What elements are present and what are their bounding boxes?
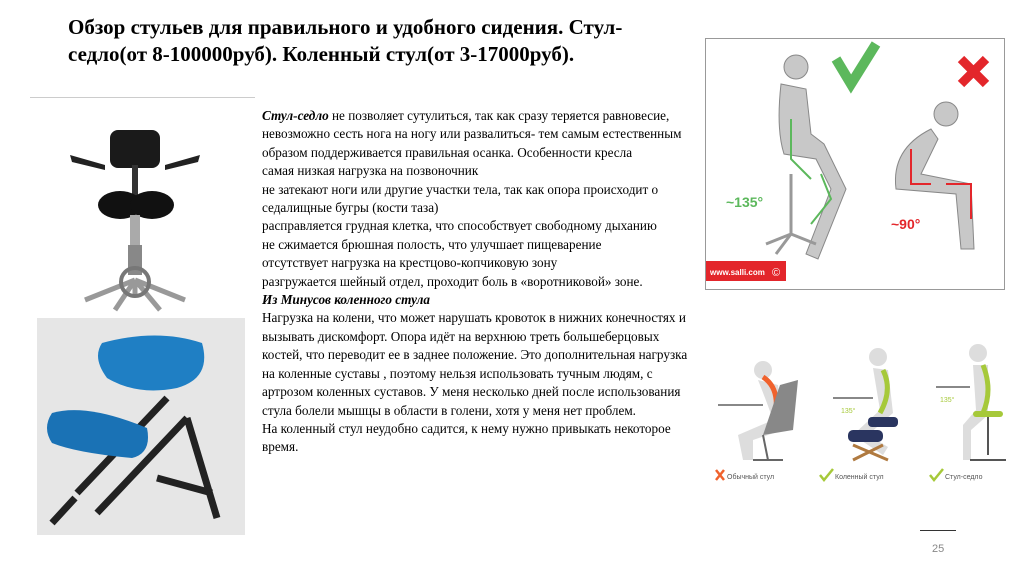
knee-chair-image — [37, 318, 245, 535]
x-icon — [961, 59, 986, 84]
feature-item: не сжимается брюшная полость, что улучшает пищеварение — [262, 236, 602, 252]
lead-bold: Стул-седло — [262, 108, 329, 123]
check-icon — [930, 469, 943, 480]
minus-text: Нагрузка на колени, что может нарушать кровоток в нижних конечностях и вызывать дискомфорт. Опора идёт на верхнюю треть большеберцовых костей, что переводит ее в заднее положение. Это дополнительная нагрузка на коленные суставы , поэтому нельзя использовать тучным людям, с артрозом коленных суставов. У меня несколько дней после использования стула болели мышцы в области в голени, хотя у меня нет проблем. — [262, 310, 688, 418]
closing-text: На коленный стул неудобно садится, к нему нужно привыкать некоторое время. — [262, 420, 671, 455]
knee-angle-label: 135° — [841, 408, 856, 415]
saddle-angle-label: 135° — [940, 397, 955, 404]
posture-diagram — [705, 38, 1005, 290]
page-number-divider — [920, 530, 956, 531]
lead-paragraph — [262, 107, 692, 162]
feature-item: самая низкая нагрузка на позвоночник — [262, 163, 479, 179]
feature-item: не затекают ноги или другие участки тела, так как опора происходит о седалищные бугры (кости таза) — [262, 181, 659, 216]
good-angle-label: ~135° — [726, 194, 764, 210]
watermark: www.salli.com — [710, 268, 765, 277]
check-icon — [820, 469, 833, 480]
lead-rest: не позволяет сутулиться, так как сразу теряется равновесие, невозможно сесть нога на ногу или развалиться- тем самым естественным образом поддерживается правильная осанка. Особенности кресла — [262, 108, 682, 160]
saddle-chair-image — [60, 110, 210, 315]
copyright-icon: © — [772, 267, 781, 279]
label-knee-chair: Коленный стул — [835, 474, 884, 481]
label-regular-chair: Обычный стул — [727, 474, 775, 481]
page-number: 25 — [932, 543, 945, 555]
chair-comparison-image — [708, 335, 1018, 495]
feature-item: отсутствует нагрузка на крестцово-копчиковую зону — [262, 255, 558, 271]
x-icon — [716, 470, 724, 480]
feature-item: расправляется грудная клетка, что способствует свободному дыханию — [262, 218, 657, 234]
check-icon — [836, 44, 876, 84]
label-saddle-chair: Стул-седло — [945, 474, 983, 481]
bad-angle-label: ~90° — [891, 216, 921, 232]
body-text — [262, 107, 692, 457]
feature-item: разгружается шейный отдел, проходит боль в «воротниковой» зоне. — [262, 273, 643, 289]
minus-heading: Из Минусов коленного стула — [262, 292, 430, 308]
slide-title: Обзор стульев для правильного и удобного сидения. Стул-седло(от 8-100000руб). Коленный стул(от 3-17000руб). — [68, 15, 623, 66]
title-divider — [30, 97, 255, 98]
